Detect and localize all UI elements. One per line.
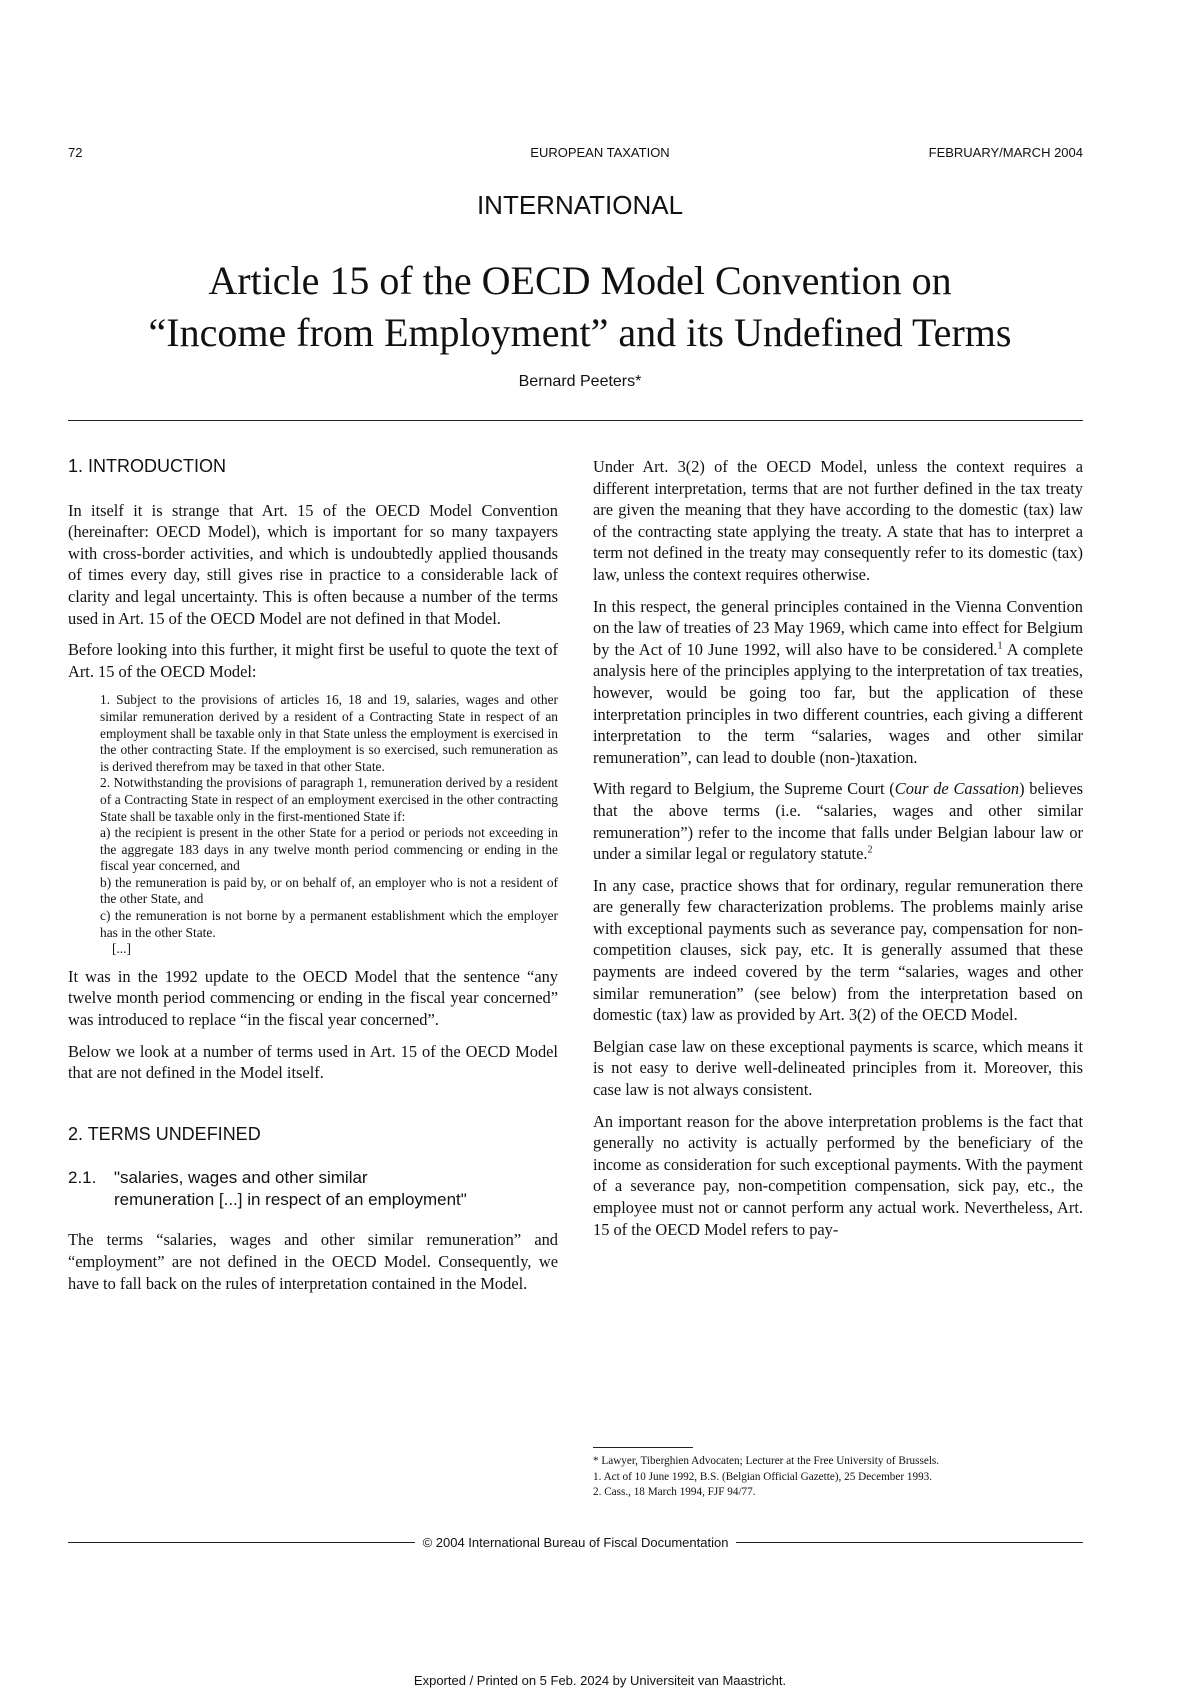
paragraph: Belgian case law on these exceptional payments is scarce, which means it is not easy to derive well-delineated principles from it. Moreover, this case law is not always consistent. bbox=[593, 1036, 1083, 1100]
footnote-1: 1. Act of 10 June 1992, B.S. (Belgian Official Gazette), 25 December 1993. bbox=[593, 1470, 933, 1483]
author: Bernard Peeters* bbox=[518, 373, 642, 390]
copyright-text: © 2004 International Bureau of Fiscal Documentation bbox=[422, 1535, 729, 1550]
footnote-ref-2[interactable]: 2 bbox=[867, 844, 873, 856]
footnote-ref-1[interactable]: 1 bbox=[997, 640, 1003, 652]
paragraph: Under Art. 3(2) of the OECD Model, unless the context requires a different interpretation, terms that are not further defined in the tax treaty are given the meaning that they have according to the domestic (tax) law of the contracting state applying the treaty. A state that has to interpret a term not defined in the treaty may consequently refer to its domestic (tax) law, unless the context requires otherwise. bbox=[593, 457, 1083, 584]
heading-introduction: 1. INTRODUCTION bbox=[68, 456, 227, 476]
paragraph: The terms “salaries, wages and other similar remuneration” and “employment” are not defined in the OECD Model. Consequently, we have to fall back on the rules of interpretation contained in the Model. bbox=[68, 1230, 558, 1293]
export-notice: Exported / Printed on 5 Feb. 2024 by Universiteit van Maastricht. bbox=[413, 1673, 787, 1688]
title-divider bbox=[68, 420, 1083, 421]
copyright-footer bbox=[68, 1535, 1083, 1550]
paragraph: It was in the 1992 update to the OECD Model that the sentence “any twelve month period commencing or ending in the fiscal year concerned” was introduced to replace “in the fiscal year concerned”. bbox=[68, 966, 558, 1030]
quote-paragraph-2: 2. Notwithstanding the provisions of paragraph 1, remuneration derived by a resident of a Contracting State in respect of an employment exercised in the other contracting State shall be taxable only in the first-mentioned State if: bbox=[100, 775, 558, 824]
title-line-1: Article 15 of the OECD Model Convention on bbox=[208, 258, 952, 303]
paragraph: In any case, practice shows that for ordinary, regular remuneration there are generally few characterization problems. The problems mainly arise with exceptional payments such as severance pay, compensation for non-competition clauses, sick pay, etc. It is generally assumed that these payments are indeed covered by the term “salaries, wages and other similar remuneration” (see below) from the interpretation based on domestic (tax) law as provided by Art. 3(2) of the OECD Model. bbox=[593, 875, 1083, 1025]
quote-paragraph-1: 1. Subject to the provisions of articles 16, 18 and 19, salaries, wages and other similar remuneration derived by a resident of a Contracting State in respect of an employment shall be taxable only in that State unless the employment is exercised in the other contracting State. If the employment is so exercised, such remuneration as is derived therefrom may be taxed in that other State. bbox=[100, 692, 558, 774]
text: In this respect, the general principles contained in the Vienna Convention on the law of treaties of 23 May 1969, which came into effect for Belgium by the Act of 10 June 1992, will also have to be considered. bbox=[593, 596, 1083, 659]
subheading-line-2: remuneration [...] in respect of an employment" bbox=[114, 1190, 467, 1210]
left-column bbox=[68, 456, 558, 1304]
text: A complete analysis here of the principles applying to the interpretation of tax treaties, however, would be going too far, but the application of these interpretation principles in two different countries, each giving a different interpretation to the term “salaries, wages and other similar remuneration”, can lead to double (non-)taxation. bbox=[593, 639, 1083, 767]
footnotes bbox=[593, 1447, 1083, 1501]
page-number: 72 bbox=[68, 145, 83, 160]
quote-item-a: a) the recipient is present in the other State for a period or periods not exceeding in the aggregate 183 days in any twelve month period commencing or ending in the fiscal year concerned, and bbox=[100, 825, 558, 874]
footnote-author: * Lawyer, Tiberghien Advocaten; Lecturer at the Free University of Brussels. bbox=[593, 1455, 940, 1467]
quote-ellipsis: [...] bbox=[112, 941, 131, 957]
footer-rule-left bbox=[68, 1542, 415, 1543]
paragraph bbox=[593, 596, 1083, 769]
subheading-number: 2.1. bbox=[68, 1168, 97, 1188]
section-label: INTERNATIONAL bbox=[476, 190, 684, 220]
footnote-divider bbox=[593, 1447, 693, 1448]
subheading-line-1: "salaries, wages and other similar bbox=[114, 1168, 368, 1188]
footer-rule-right bbox=[736, 1542, 1083, 1543]
article-title bbox=[0, 255, 1160, 359]
paragraph bbox=[593, 778, 1083, 864]
text: ) believes that the above terms (i.e. “salaries, wages and other similar remuneration”) refer to the income that falls under Belgian labour law or under a similar legal or regulatory statute. bbox=[593, 779, 1083, 864]
title-line-2: “Income from Employment” and its Undefined Terms bbox=[148, 310, 1012, 355]
paragraph: In itself it is strange that Art. 15 of the OECD Model Convention (hereinafter: OECD Model), which is important for so many taxpayers with cross-border activities, and which is undoubtedly applied thousands of times every day, still gives rise in practice to a considerable lack of clarity and legal uncertainty. This is often because a number of the terms used in Art. 15 of the OECD Model are not defined in that Model. bbox=[68, 500, 558, 628]
paragraph: Below we look at a number of terms used in Art. 15 of the OECD Model that are not defined in the Model itself. bbox=[68, 1041, 558, 1083]
quote-item-c: c) the remuneration is not borne by a permanent establishment which the employer has in the other State. bbox=[100, 908, 558, 940]
heading-terms-undefined: 2. TERMS UNDEFINED bbox=[68, 1123, 261, 1144]
right-column bbox=[593, 456, 1083, 1250]
issue-date: FEBRUARY/MARCH 2004 bbox=[928, 145, 1083, 160]
italic-term: Cour de Cassation bbox=[894, 779, 1020, 799]
journal-name: EUROPEAN TAXATION bbox=[530, 145, 670, 160]
paragraph: Before looking into this further, it might first be useful to quote the text of Art. 15 of the OECD Model: bbox=[68, 640, 558, 681]
footnote-2: 2. Cass., 18 March 1994, FJF 94/77. bbox=[593, 1486, 756, 1498]
article-quote bbox=[100, 692, 558, 958]
paragraph: An important reason for the above interpretation problems is the fact that generally no activity is actually performed by the beneficiary of the income as consideration for such exceptional payments. With the payment of a severance pay, non-competition compensation, sick pay, etc., the employee must not or cannot perform any actual work. Nevertheless, Art. 15 of the OECD Model refers to pay- bbox=[593, 1111, 1083, 1239]
quote-item-b: b) the remuneration is paid by, or on behalf of, an employer who is not a resident of the other State, and bbox=[100, 874, 558, 907]
subheading-2-1 bbox=[68, 1167, 558, 1211]
text: With regard to Belgium, the Supreme Court ( bbox=[593, 779, 895, 799]
